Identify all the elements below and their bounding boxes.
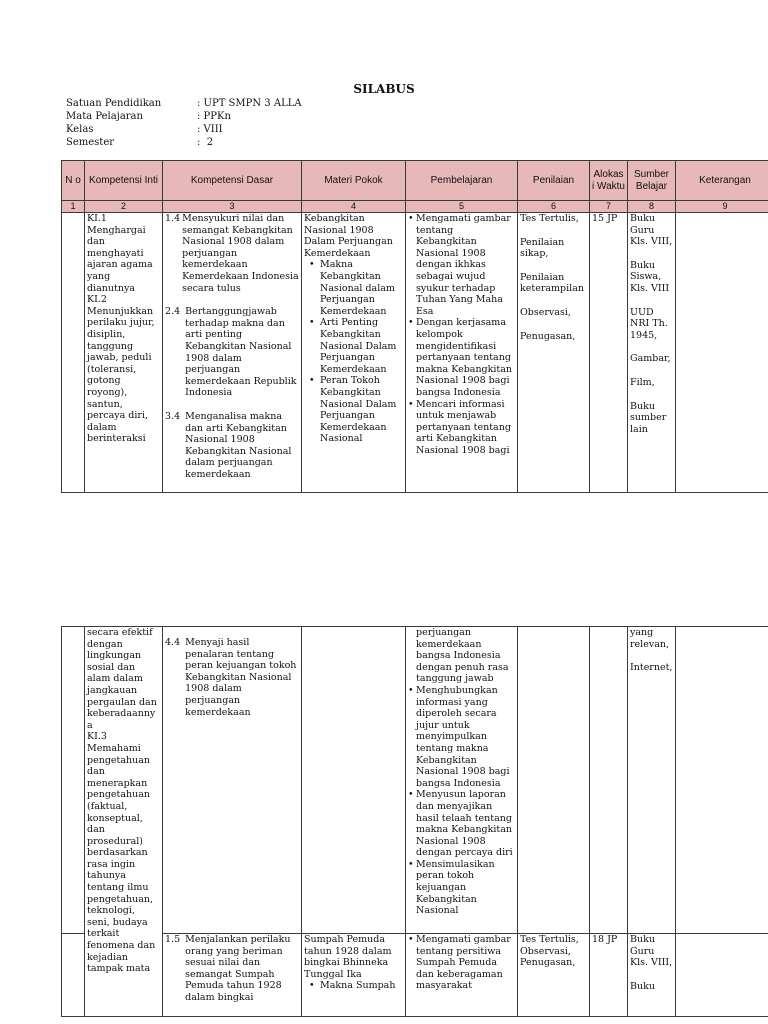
info-row bbox=[66, 97, 302, 110]
sumber-item: Internet, bbox=[630, 662, 673, 674]
info-value: : UPT SMPN 3 ALLA bbox=[197, 98, 302, 109]
ki-text: Menghargai dan menghayati ajaran agama yang dianutnya bbox=[87, 224, 153, 294]
sumber-cell bbox=[628, 627, 676, 934]
list-item: • Mengamati gambar tentang persitiwa Sumpah Pemuda dan keberagaman masyarakat bbox=[408, 934, 515, 992]
sumber-item: Buku Guru Kls. VIII, bbox=[630, 213, 673, 248]
ki-text: secara efektif dengan lingkungan sosial dan alam dalam jangkauan pergaulan dan keberadaanny a bbox=[87, 627, 157, 731]
penilaian-cell bbox=[518, 213, 590, 493]
header-materi-pokok: Materi Pokok bbox=[302, 161, 406, 201]
table-row bbox=[62, 213, 768, 493]
column-number: 3 bbox=[163, 201, 302, 213]
header-pembelajaran: Pembelajaran bbox=[406, 161, 518, 201]
table-row bbox=[62, 934, 768, 1017]
penilaian-item: Tes Tertulis, bbox=[520, 213, 579, 224]
info-value: : 2 bbox=[197, 137, 214, 148]
header-no: N o bbox=[62, 161, 85, 201]
ki-text: Memahami pengetahuan dan menerapkan pengetahuan (faktual, konseptual, dan prosedural) berdasarkan rasa ingin tahunya tentang ilmu pengetahuan, teknologi, seni, budaya terkait fenomena dan kejadian tampak mata bbox=[87, 742, 156, 975]
penilaian-item: Penugasan, bbox=[520, 957, 576, 969]
header-alokasi-waktu: Alokas i Waktu bbox=[590, 161, 628, 201]
pembelajaran-list bbox=[408, 213, 515, 456]
materi-pokok-cell bbox=[302, 934, 406, 1017]
kd-number: 4.4 bbox=[165, 637, 184, 648]
kd-number: 2.4 bbox=[165, 306, 184, 318]
no-cell bbox=[62, 934, 85, 1017]
sumber-cell bbox=[628, 934, 676, 1017]
kd-number: 1.5 bbox=[165, 934, 184, 945]
kd-item bbox=[165, 213, 299, 294]
syllabus-table-page-2 bbox=[61, 626, 768, 1017]
list-item: • Mengamati gambar tentang Kebangkitan Nasional 1908 dengan ikhkas sebagai wujud syukur terhadap Tuhan Yang Maha Esa bbox=[408, 213, 515, 317]
pembelajaran-cell bbox=[406, 934, 518, 1017]
sumber-item: Gambar, bbox=[630, 353, 671, 365]
penilaian-item: Penugasan, bbox=[520, 330, 576, 342]
sumber-item: Buku Guru Kls. VIII, bbox=[630, 934, 673, 969]
info-value: : PPKn bbox=[197, 111, 231, 122]
kd-text: Menganalisa makna dan arti Kebangkitan Nasional 1908 Kebangkitan Nasional dalam perjuangan kemerdekaan bbox=[185, 410, 292, 480]
ki-text: Menunjukkan perilaku jujur, disiplin, tanggung jawab, peduli (toleransi, gotong royong), santun, percaya diri, dalam berinteraksi bbox=[87, 305, 155, 445]
kd-number: 1.4 bbox=[165, 213, 181, 224]
header-kompetensi-dasar: Kompetensi Dasar bbox=[163, 161, 302, 201]
keterangan-cell bbox=[676, 213, 768, 493]
ki-label: KI.1 bbox=[87, 213, 107, 224]
kompetensi-dasar-cell bbox=[163, 627, 302, 934]
kd-number: 3.4 bbox=[165, 410, 184, 422]
pembelajaran-continued: perjuangan kemerdekaan bangsa Indonesia dengan penuh rasa tanggung jawab bbox=[416, 627, 509, 685]
penilaian-item: Penilaian sikap, bbox=[520, 236, 565, 260]
info-row bbox=[66, 123, 302, 136]
pembelajaran-list bbox=[408, 685, 515, 917]
document-title: SILABUS bbox=[353, 82, 415, 96]
sumber-item: yang relevan, bbox=[630, 627, 669, 650]
column-number: 2 bbox=[85, 201, 163, 213]
info-label: Satuan Pendidikan bbox=[66, 98, 162, 109]
list-item: • Mencari informasi untuk menjawab pertanyaan tentang arti Kebangkitan Nasional 1908 bagi bbox=[408, 399, 515, 457]
penilaian-item: Tes Tertulis, bbox=[520, 934, 579, 945]
materi-pokok-cell bbox=[302, 213, 406, 493]
penilaian-cell bbox=[518, 627, 590, 934]
materi-title: Kebangkitan Nasional 1908 Dalam Perjuangan Kemerdekaan bbox=[304, 213, 393, 259]
materi-title: Sumpah Pemuda tahun 1928 dalam bingkai Bhinneka Tunggal Ika bbox=[304, 934, 392, 980]
column-number: 4 bbox=[302, 201, 406, 213]
info-label: Kelas bbox=[66, 124, 94, 135]
kompetensi-inti-cell bbox=[85, 627, 163, 1017]
info-row bbox=[66, 136, 302, 149]
column-number: 8 bbox=[628, 201, 676, 213]
penilaian-item: Penilaian keterampilan bbox=[520, 271, 584, 295]
identity-block bbox=[66, 97, 302, 149]
alokasi-cell: 18 JP bbox=[590, 934, 628, 1017]
info-row bbox=[66, 110, 302, 123]
header-penilaian: Penilaian bbox=[518, 161, 590, 201]
sumber-item: Film, bbox=[630, 376, 655, 388]
ki-label: KI.2 bbox=[87, 294, 107, 306]
header-kompetensi-inti: Kompetensi Inti bbox=[85, 161, 163, 201]
kd-item bbox=[165, 934, 299, 1004]
kompetensi-inti-cell bbox=[85, 213, 163, 493]
kd-item bbox=[165, 306, 299, 399]
list-item: • Peran Tokoh Kebangkitan Nasional Dalam Perjuangan Kemerdekaan Nasional bbox=[304, 375, 403, 445]
syllabus-table-page-1 bbox=[61, 160, 768, 493]
kd-text: Menyaji hasil penalaran tentang peran kejuangan tokoh Kebangkitan Nasional 1908 dalam perjuangan kemerdekaan bbox=[185, 637, 297, 718]
pembelajaran-cell bbox=[406, 213, 518, 493]
no-cell bbox=[62, 213, 85, 493]
table-row bbox=[62, 627, 768, 934]
column-number: 6 bbox=[518, 201, 590, 213]
list-item: • Menghubungkan informasi yang diperoleh secara jujur untuk menyimpulkan tentang makna Kebangkitan Nasional 1908 bagi bangsa Indonesia bbox=[408, 685, 515, 789]
list-item: • Arti Penting Kebangkitan Nasional Dalam Perjuangan Kemerdekaan bbox=[304, 317, 403, 375]
penilaian-item: Observasi, bbox=[520, 306, 571, 318]
keterangan-cell bbox=[676, 627, 768, 934]
penilaian-item: Observasi, bbox=[520, 945, 571, 957]
sumber-item: Buku sumber lain bbox=[630, 400, 667, 435]
kompetensi-dasar-cell bbox=[163, 934, 302, 1017]
sumber-item: Buku bbox=[630, 980, 655, 992]
no-cell bbox=[62, 627, 85, 934]
pembelajaran-list bbox=[408, 934, 515, 992]
column-number: 5 bbox=[406, 201, 518, 213]
kd-item bbox=[165, 411, 299, 481]
list-item: • Dengan kerjasama kelompok mengidentifikasi pertanyaan tentang makna Kebangkitan Nasional 1908 bagi bangsa Indonesia bbox=[408, 317, 515, 398]
column-number: 7 bbox=[590, 201, 628, 213]
column-number: 1 bbox=[62, 201, 85, 213]
info-label: Semester bbox=[66, 137, 115, 148]
header-sumber-belajar: Sumber Belajar bbox=[628, 161, 676, 201]
materi-list bbox=[304, 259, 403, 445]
column-number-row bbox=[62, 201, 768, 213]
pembelajaran-cell bbox=[406, 627, 518, 934]
list-item: • Menyusun laporan dan menyajikan hasil telaah tentang makna Kebangkitan Nasional 1908 dengan percaya diri bbox=[408, 789, 515, 859]
kd-text: Menjalankan perilaku orang yang beriman sesuai nilai dan semangat Sumpah Pemuda tahun 1928 dalam bingkai bbox=[185, 934, 291, 1003]
sumber-item: UUD NRI Th. 1945, bbox=[630, 306, 668, 341]
list-item: • Mensimulasikan peran tokoh kejuangan Kebangkitan Nasional bbox=[408, 859, 515, 917]
column-number: 9 bbox=[676, 201, 768, 213]
ki-label: KI.3 bbox=[87, 731, 107, 743]
alokasi-cell: 15 JP bbox=[590, 213, 628, 493]
list-item: • Makna Sumpah bbox=[304, 980, 403, 992]
penilaian-cell bbox=[518, 934, 590, 1017]
kompetensi-dasar-cell bbox=[163, 213, 302, 493]
sumber-cell bbox=[628, 213, 676, 493]
header-keterangan: Keterangan bbox=[676, 161, 768, 201]
kd-text: Bertanggungjawab terhadap makna dan arti penting Kebangkitan Nasional 1908 dalam perjuangan kemerdekaan Republik Indonesia bbox=[185, 306, 297, 399]
info-value: : VIII bbox=[197, 124, 223, 135]
keterangan-cell bbox=[676, 934, 768, 1017]
sumber-item: Buku Siswa, Kls. VIII bbox=[630, 259, 670, 294]
materi-list bbox=[304, 980, 403, 992]
materi-pokok-cell bbox=[302, 627, 406, 934]
list-item: • Makna Kebangkitan Nasional dalam Perjuangan Kemerdekaan bbox=[304, 259, 403, 317]
header-row bbox=[62, 161, 768, 201]
kd-text: Mensyukuri nilai dan semangat Kebangkitan Nasional 1908 dalam perjuangan kemerdekaan Kemerdekaan Indonesia secara tulus bbox=[182, 213, 299, 294]
alokasi-cell bbox=[590, 627, 628, 934]
kd-item bbox=[165, 637, 299, 718]
info-label: Mata Pelajaran bbox=[66, 111, 143, 122]
